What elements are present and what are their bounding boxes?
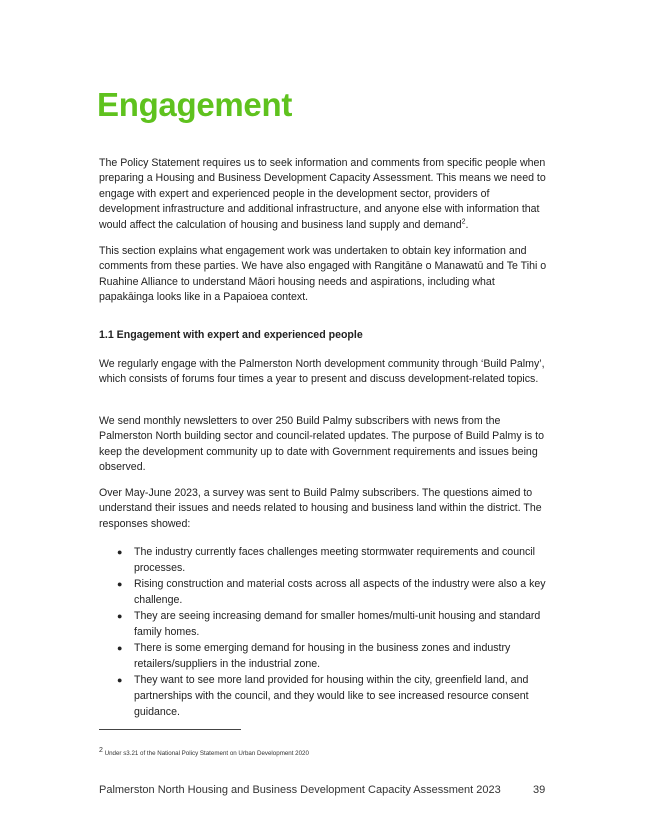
- bullet-icon: ●: [117, 643, 123, 654]
- list-item: [117, 673, 549, 720]
- intro-paragraph-2: This section explains what engagement work was undertaken to obtain key information and comments from these parties. We have also engaged with Rangitāne o Manawatū and Te Tihi o Ruahine Alliance to understand Māori housing needs and aspirations, including what papakāinga looks like in a Papaioea context.: [99, 245, 547, 304]
- page-number: 39: [533, 784, 546, 796]
- footnote-marker: 2: [99, 746, 103, 754]
- bullet-icon: ●: [117, 547, 123, 557]
- intro-paragraph-1-text: The Policy Statement requires us to seek information and comments from specific people when preparing a Housing and Business Development Capacity Assessment. This means we need to engage with expert and experienced people in the development sector, providers of development infrastructure and additional infrastructure, and anyone else with information that would affect the calculation of housing and business land supply and demand: [99, 157, 546, 231]
- footnote-reference[interactable]: 2: [461, 218, 466, 226]
- bullet-icon: ●: [117, 611, 123, 622]
- list-item: [117, 577, 549, 609]
- list-item-text: Rising construction and material costs across all aspects of the industry were also a key challenge.: [134, 578, 546, 606]
- bullet-icon: ●: [117, 675, 123, 686]
- list-item-text: They want to see more land provided for housing within the city, greenfield land, and partnerships with the council, and they would like to see increased resource consent guidance.: [134, 674, 529, 718]
- footnote: [99, 746, 309, 757]
- section-paragraph-3: Over May-June 2023, a survey was sent to Build Palmy subscribers. The questions aimed to understand their issues and needs related to housing and business land within the district. The responses showed:: [99, 487, 542, 530]
- footnote-divider: [99, 729, 241, 730]
- list-item: [117, 609, 549, 641]
- section-paragraph-1: We regularly engage with the Palmerston North development community through ‘Build Palmy’, which consists of forums four times a year to present and discuss development-related topics.: [99, 358, 545, 386]
- intro-paragraph-1-end: .: [465, 218, 469, 231]
- intro-paragraph-1: [99, 156, 551, 233]
- bullet-icon: ●: [117, 579, 123, 590]
- section-heading: 1.1 Engagement with expert and experienced people: [99, 329, 363, 341]
- footnote-text: Under s3.21 of the National Policy Statement on Urban Development 2020: [102, 750, 309, 757]
- list-item: [117, 545, 549, 577]
- list-item-text: They are seeing increasing demand for smaller homes/multi-unit housing and standard family homes.: [134, 610, 541, 638]
- list-item: [117, 641, 549, 673]
- list-item-text: The industry currently faces challenges meeting stormwater requirements and council processes.: [134, 546, 535, 574]
- footer-document-title: Palmerston North Housing and Business Development Capacity Assessment 2023: [99, 784, 501, 796]
- survey-responses-list: [117, 545, 549, 721]
- page-title: Engagement: [97, 86, 293, 123]
- section-paragraph-2: We send monthly newsletters to over 250 Build Palmy subscribers with news from the Palmerston North building sector and council-related updates. The purpose of Build Palmy is to keep the development community up to date with Government requirements and issues being observed.: [99, 415, 544, 474]
- list-item-text: There is some emerging demand for housing in the business zones and industry retailers/suppliers in the industrial zone.: [134, 642, 511, 671]
